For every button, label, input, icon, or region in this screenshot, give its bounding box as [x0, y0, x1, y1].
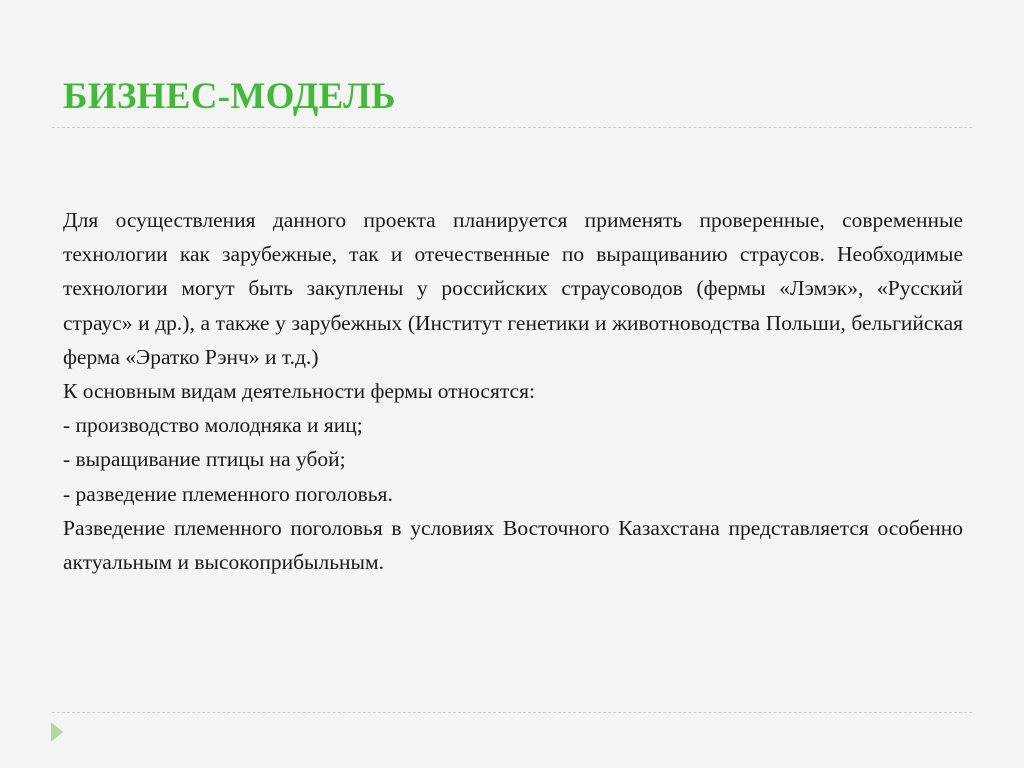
activity-item-1: - производство молодняка и яиц;: [63, 413, 363, 438]
activity-item-3: - разведение племенного поголовья.: [63, 481, 393, 506]
slide-title: БИЗНЕС-МОДЕЛЬ: [63, 76, 396, 117]
triangle-right-icon: [51, 722, 63, 742]
activity-item-2: - выращивание птицы на убой;: [63, 447, 346, 472]
footer-divider: [52, 712, 972, 713]
title-divider: [52, 127, 972, 128]
activities-heading: К основным видам деятельности фермы относятся:: [63, 379, 535, 404]
conclusion-paragraph: Разведение племенного поголовья в условиях Восточного Казахстана представляется особенно актуальным и высокоприбыльным.: [63, 515, 963, 575]
intro-paragraph: Для осуществления данного проекта планируется применять проверенные, современные технологии как зарубежные, так и отечественные по выращиванию страусов. Необходимые технологии могут быть закуплены у российских страусоводов (фермы «Лэмэк», «Русский страус» и др.), а также у зарубежных (Институт генетики и животноводства Польши, бельгийская ферма «Эратко Рэнч» и т.д.): [63, 208, 963, 369]
slide-body: [63, 203, 963, 579]
